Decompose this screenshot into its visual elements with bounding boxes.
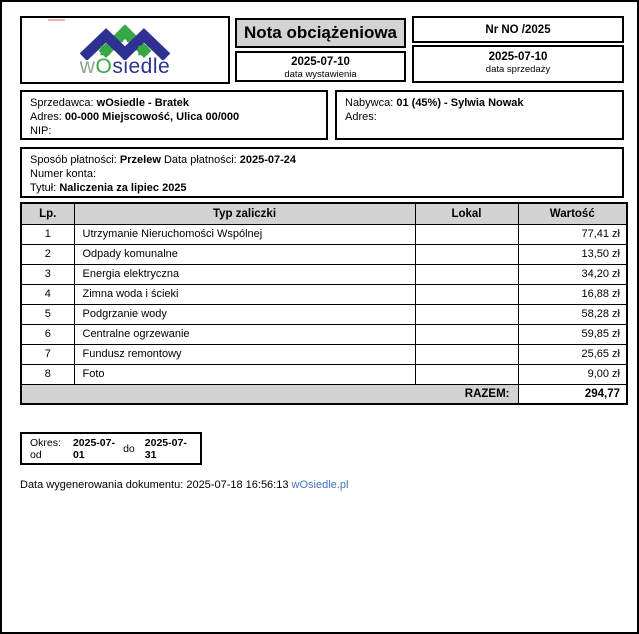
red-scan-artifact (48, 19, 65, 21)
row-lp: 3 (21, 264, 74, 284)
col-header-lokal: Lokal (415, 203, 518, 224)
row-lp: 4 (21, 284, 74, 304)
table-row (21, 324, 627, 344)
seller-name: wOsiedle - Bratek (96, 97, 189, 109)
issue-date-box (235, 51, 406, 82)
row-lokal (415, 364, 518, 384)
table-row (21, 344, 627, 364)
seller-nip-line: NIP: (30, 125, 52, 137)
buyer-box (335, 90, 624, 140)
sale-date-label: data sprzedaży (485, 64, 551, 75)
row-lp: 8 (21, 364, 74, 384)
issue-date-label: data wystawienia (284, 69, 357, 80)
total-value: 294,77 (518, 384, 627, 404)
seller-name-line (30, 96, 318, 110)
row-type: Centralne ogrzewanie (74, 324, 415, 344)
row-type: Zimna woda i ścieki (74, 284, 415, 304)
payment-method-line (30, 153, 614, 167)
row-value: 16,88 zł (518, 284, 627, 304)
account-line: Numer konta: (30, 168, 97, 180)
brand-name (79, 54, 171, 78)
buyer-name-line (345, 96, 614, 110)
period-from: 2025-07-01 (72, 436, 115, 461)
generation-timestamp: 2025-07-18 16:56:13 (186, 479, 289, 491)
row-value: 25,65 zł (518, 344, 627, 364)
row-value: 59,85 zł (518, 324, 627, 344)
period-box (20, 432, 202, 465)
brand-letter-w: w (79, 54, 96, 78)
row-type: Podgrzanie wody (74, 304, 415, 324)
payment-due-date: 2025-07-24 (239, 154, 297, 166)
row-lp: 6 (21, 324, 74, 344)
row-lokal (415, 284, 518, 304)
table-row (21, 304, 627, 324)
col-header-type: Typ zaliczki (74, 203, 415, 224)
buyer-address-line: Adres: (345, 111, 377, 123)
row-lokal (415, 304, 518, 324)
seller-label: Sprzedawca: (30, 97, 94, 109)
row-type: Odpady komunalne (74, 244, 415, 264)
seller-address-label: Adres: (30, 111, 62, 123)
row-value: 77,41 zł (518, 224, 627, 244)
sale-date: 2025-07-10 (488, 51, 548, 63)
payment-method-label: Sposób płatności: (30, 154, 117, 166)
row-type: Fundusz remontowy (74, 344, 415, 364)
table-header-row (21, 203, 627, 224)
seller-address-line (30, 110, 318, 124)
payment-title-line (30, 181, 614, 195)
row-value: 34,20 zł (518, 264, 627, 284)
document-number: Nr NO /2025 (412, 16, 624, 43)
row-value: 58,28 zł (518, 304, 627, 324)
row-type: Utrzymanie Nieruchomości Wspólnej (74, 224, 415, 244)
col-header-lp: Lp. (21, 203, 74, 224)
logo-box (20, 16, 230, 84)
row-value: 13,50 zł (518, 244, 627, 264)
row-lokal (415, 264, 518, 284)
total-label: RAZEM: (21, 384, 518, 404)
period-to: 2025-07-31 (144, 436, 187, 461)
buyer-label: Nabywca: (345, 97, 394, 109)
generation-label: Data wygenerowania dokumentu: (20, 479, 184, 491)
payment-title: Naliczenia za lipiec 2025 (59, 182, 187, 194)
wosiedle-link[interactable]: wOsiedle.pl (291, 479, 349, 491)
row-lp: 7 (21, 344, 74, 364)
row-lp: 2 (21, 244, 74, 264)
period-to-label: do (123, 442, 135, 455)
row-lokal (415, 244, 518, 264)
brand-letter-o: O (95, 54, 113, 78)
row-lp: 1 (21, 224, 74, 244)
generation-footer (20, 479, 348, 491)
row-type: Energia elektryczna (74, 264, 415, 284)
row-lokal (415, 324, 518, 344)
charges-table-wrap (20, 202, 626, 405)
document-title: Nota obciążeniowa (235, 18, 406, 48)
charges-table (20, 202, 628, 405)
table-row (21, 364, 627, 384)
sale-date-box (412, 45, 624, 83)
payment-box (20, 147, 624, 198)
brand-rest: siedle (112, 54, 171, 78)
row-lokal (415, 224, 518, 244)
table-row (21, 224, 627, 244)
payment-method: Przelew (119, 154, 161, 166)
table-row (21, 284, 627, 304)
col-header-value: Wartość (518, 203, 627, 224)
seller-address: 00-000 Miejscowość, Ulica 00/000 (64, 111, 240, 123)
table-row (21, 244, 627, 264)
payment-title-label: Tytuł: (30, 182, 57, 194)
table-total-row (21, 384, 627, 404)
row-lp: 5 (21, 304, 74, 324)
buyer-name: 01 (45%) - Sylwia Nowak (396, 97, 524, 109)
row-value: 9,00 zł (518, 364, 627, 384)
row-type: Foto (74, 364, 415, 384)
table-row (21, 264, 627, 284)
row-lokal (415, 344, 518, 364)
issue-date: 2025-07-10 (291, 56, 350, 68)
period-label: Okres: od (30, 436, 61, 461)
seller-box (20, 90, 328, 140)
payment-due-label: Data płatności: (163, 154, 237, 166)
